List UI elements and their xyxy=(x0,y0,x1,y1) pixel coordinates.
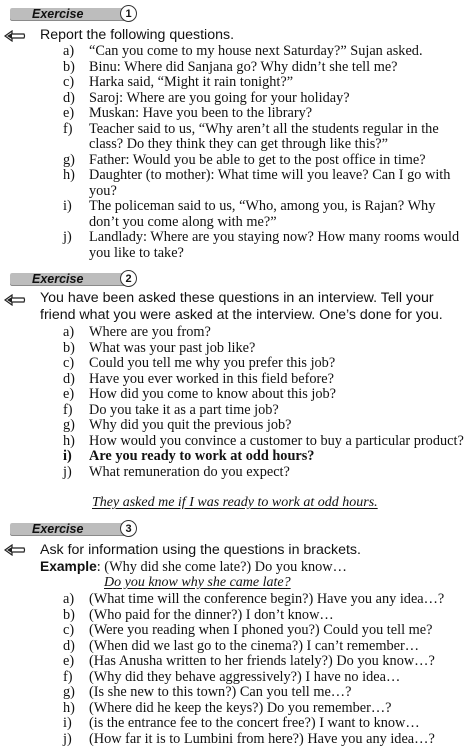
item-letter: d) xyxy=(63,637,75,654)
list-item xyxy=(52,685,468,701)
item-letter: h) xyxy=(63,167,75,183)
list-item xyxy=(52,168,468,199)
item-text: (How far it is to Lumbini from here?) Have you any idea…? xyxy=(89,730,435,747)
list-item xyxy=(52,91,468,107)
list-item xyxy=(52,356,468,372)
exercise-1-header xyxy=(10,5,138,24)
item-letter: j) xyxy=(63,730,72,747)
item-text: Teacher said to us, “Why aren’t all the students regular in the class? Do they think they can get through like this?” xyxy=(89,120,439,152)
exercise-number: 2 xyxy=(120,270,137,287)
exercise-2-list xyxy=(52,325,468,480)
item-letter: h) xyxy=(63,699,75,716)
exercise-label: Exercise xyxy=(32,7,84,21)
item-text: (is the entrance fee to the concert free?) I want to know… xyxy=(89,715,420,731)
item-letter: i) xyxy=(63,715,72,731)
exercise-2-header xyxy=(10,270,138,289)
list-item xyxy=(52,418,468,434)
list-item xyxy=(52,199,468,230)
hand-pointer-icon xyxy=(4,294,26,306)
item-text: What was your past job like? xyxy=(89,339,256,356)
item-text: (When did we last go to the cinema?) I can’t remember… xyxy=(89,637,420,654)
item-text: Father: Would you be able to get to the post office in time? xyxy=(89,151,426,168)
item-letter: b) xyxy=(63,606,75,623)
item-text: How did you come to know about this job? xyxy=(89,386,336,402)
item-text: The policeman said to us, “Who, among you, is Rajan? Why don’t you come along with me?” xyxy=(89,198,436,230)
list-item xyxy=(52,75,468,91)
item-text: Where are you from? xyxy=(89,324,211,340)
item-text: (Has Anusha written to her friends lately?) Do you know…? xyxy=(89,653,435,669)
item-text: (What time will the conference begin?) Have you any idea…? xyxy=(89,591,445,607)
list-item xyxy=(52,716,468,732)
exercise-2-instruction: You have been asked these questions in an interview. Tell your friend what you were asked at the interview. One’s done for you. xyxy=(40,290,443,323)
item-text: (Were you reading when I phoned you?) Could you tell me? xyxy=(89,622,433,638)
hand-pointer-icon xyxy=(4,30,26,42)
list-item xyxy=(52,106,468,122)
list-item xyxy=(52,465,468,481)
item-letter: a) xyxy=(63,43,75,59)
item-letter: g) xyxy=(63,684,75,700)
list-item xyxy=(52,153,468,169)
example-answer: Do you know why she came late? xyxy=(104,575,291,590)
item-text: Why did you quit the previous job? xyxy=(89,417,292,433)
item-letter: c) xyxy=(63,355,75,371)
item-letter: b) xyxy=(63,339,75,356)
list-item xyxy=(52,341,468,357)
list-item xyxy=(52,732,468,748)
item-letter: g) xyxy=(63,151,75,168)
item-letter: e) xyxy=(63,105,75,121)
exercise-1-instruction: Report the following questions. xyxy=(40,27,235,43)
item-text: (Is she new to this town?) Can you tell me…? xyxy=(89,684,352,700)
item-letter: c) xyxy=(63,622,75,638)
item-text: Do you take it as a part time job? xyxy=(89,401,279,418)
list-item xyxy=(52,230,468,261)
list-item xyxy=(52,403,468,419)
item-text: Binu: Where did Sanjana go? Why didn’t she tell me? xyxy=(89,58,398,75)
item-text: Have you ever worked in this field before? xyxy=(89,370,334,387)
exercise-3-instruction: Ask for information using the questions in brackets. xyxy=(40,542,361,558)
item-letter: d) xyxy=(63,370,75,387)
item-letter: g) xyxy=(63,417,75,433)
list-item xyxy=(52,654,468,670)
list-item xyxy=(52,60,468,76)
item-letter: f) xyxy=(63,120,73,137)
list-item xyxy=(52,639,468,655)
list-item xyxy=(52,592,468,608)
example-line xyxy=(40,559,347,576)
example-label: Example xyxy=(40,559,97,574)
item-text: “Can you come to my house next Saturday?” Sujan asked. xyxy=(89,43,423,59)
item-text: What remuneration do you expect? xyxy=(89,463,290,480)
list-item xyxy=(52,670,468,686)
item-text: Are you ready to work at odd hours? xyxy=(89,448,315,464)
item-text: Muskan: Have you been to the library? xyxy=(89,105,313,121)
item-letter: j) xyxy=(63,463,72,480)
item-letter: j) xyxy=(63,229,72,245)
exercise-number: 3 xyxy=(120,520,137,537)
item-letter: a) xyxy=(63,324,75,340)
item-text: Landlady: Where are you staying now? How many rooms would you like to take? xyxy=(89,229,460,261)
item-letter: i) xyxy=(63,448,72,464)
item-text: (Why did they behave aggressively?) I have no idea… xyxy=(89,668,401,685)
exercise-3-list xyxy=(52,592,468,747)
list-item xyxy=(52,608,468,624)
list-item xyxy=(52,44,468,60)
list-item xyxy=(52,623,468,639)
item-letter: e) xyxy=(63,386,75,402)
item-text: (Where did he keep the keys?) Do you remember…? xyxy=(89,699,392,716)
item-text: Daughter (to mother): What time will you leave? Can I go with you? xyxy=(89,167,451,199)
list-item xyxy=(52,372,468,388)
list-item xyxy=(52,387,468,403)
item-text: Could you tell me why you prefer this job? xyxy=(89,355,336,371)
item-letter: c) xyxy=(63,74,75,90)
item-letter: e) xyxy=(63,653,75,669)
list-item xyxy=(52,434,468,450)
list-item xyxy=(52,325,468,341)
list-item xyxy=(52,122,468,153)
list-item-highlighted xyxy=(52,449,468,465)
item-letter: h) xyxy=(63,432,75,449)
item-text: (Who paid for the dinner?) I don’t know… xyxy=(89,606,334,623)
exercise-2-sample-answer: They asked me if I was ready to work at odd hours. xyxy=(92,495,378,510)
exercise-number: 1 xyxy=(120,5,137,22)
item-letter: d) xyxy=(63,89,75,106)
exercise-label: Exercise xyxy=(32,272,84,286)
list-item xyxy=(52,701,468,717)
item-text: How would you convince a customer to buy a particular product? xyxy=(89,432,464,449)
item-text: Harka said, “Might it rain tonight?” xyxy=(89,74,294,90)
item-letter: b) xyxy=(63,58,75,75)
item-letter: f) xyxy=(63,668,73,685)
item-letter: a) xyxy=(63,591,75,607)
item-text: Saroj: Where are you going for your holiday? xyxy=(89,89,350,106)
example-text: : (Why did she come late?) Do you know… xyxy=(96,559,347,575)
hand-pointer-icon xyxy=(4,544,26,556)
exercise-label: Exercise xyxy=(32,522,84,536)
item-letter: f) xyxy=(63,401,73,418)
exercise-1-list xyxy=(52,44,468,261)
item-letter: i) xyxy=(63,198,72,214)
exercise-3-header xyxy=(10,520,138,539)
